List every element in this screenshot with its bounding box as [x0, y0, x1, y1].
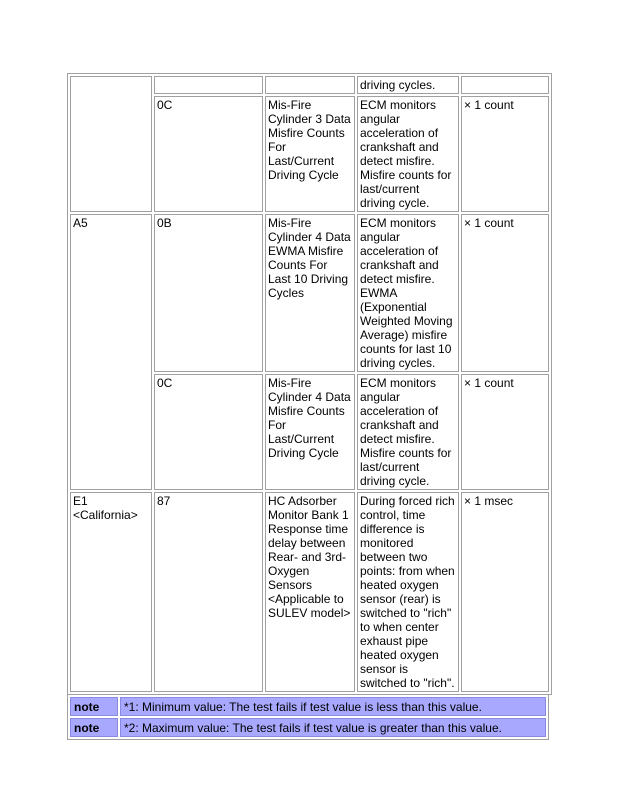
cell-detail: ECM monitors angular acceleration of crankshaft and detect misfire. Misfire counts for last/current driving cycle. [357, 374, 459, 490]
cell-detail: driving cycles. [357, 76, 459, 94]
cell-description: Mis-Fire Cylinder 4 Data EWMA Misfire Counts For Last 10 Driving Cycles [265, 214, 355, 372]
note-text: *2: Maximum value: The test fails if test value is greater than this value. [120, 718, 546, 737]
cell-unit [461, 76, 549, 94]
note-label: note [70, 697, 118, 716]
cell-cid: 0B [154, 214, 263, 372]
cell-tid: E1 <California> [70, 492, 152, 692]
table-row [70, 76, 549, 94]
cell-cid [154, 76, 263, 94]
cell-description [265, 76, 355, 94]
note-label: note [70, 718, 118, 737]
cell-detail: During forced rich control, time difference is monitored between two points: from when heated oxygen sensor (rear) is switched to "rich" to when center exhaust pipe heated oxygen sensor is switched to "rich". [357, 492, 459, 692]
monitor-data-table [67, 73, 552, 695]
cell-cid: 87 [154, 492, 263, 692]
cell-unit: × 1 count [461, 374, 549, 490]
note-row [70, 697, 546, 716]
cell-detail: ECM monitors angular acceleration of crankshaft and detect misfire. Misfire counts for last/current driving cycle. [357, 96, 459, 212]
cell-unit: × 1 count [461, 214, 549, 372]
cell-tid: A5 [70, 214, 152, 490]
cell-tid [70, 76, 152, 212]
cell-cid: 0C [154, 96, 263, 212]
document-page [67, 73, 549, 740]
cell-detail: ECM monitors angular acceleration of crankshaft and detect misfire. EWMA (Exponential Weighted Moving Average) misfire counts for last 10 driving cycles. [357, 214, 459, 372]
notes-table [67, 694, 549, 740]
cell-cid: 0C [154, 374, 263, 490]
cell-unit: × 1 count [461, 96, 549, 212]
cell-description: Mis-Fire Cylinder 4 Data Misfire Counts For Last/Current Driving Cycle [265, 374, 355, 490]
table-row [70, 214, 549, 372]
cell-description: Mis-Fire Cylinder 3 Data Misfire Counts For Last/Current Driving Cycle [265, 96, 355, 212]
table-row [70, 492, 549, 692]
note-row [70, 718, 546, 737]
note-text: *1: Minimum value: The test fails if test value is less than this value. [120, 697, 546, 716]
cell-unit: × 1 msec [461, 492, 549, 692]
cell-description: HC Adsorber Monitor Bank 1 Response time delay between Rear- and 3rd-Oxygen Sensors <Applicable to SULEV model> [265, 492, 355, 692]
